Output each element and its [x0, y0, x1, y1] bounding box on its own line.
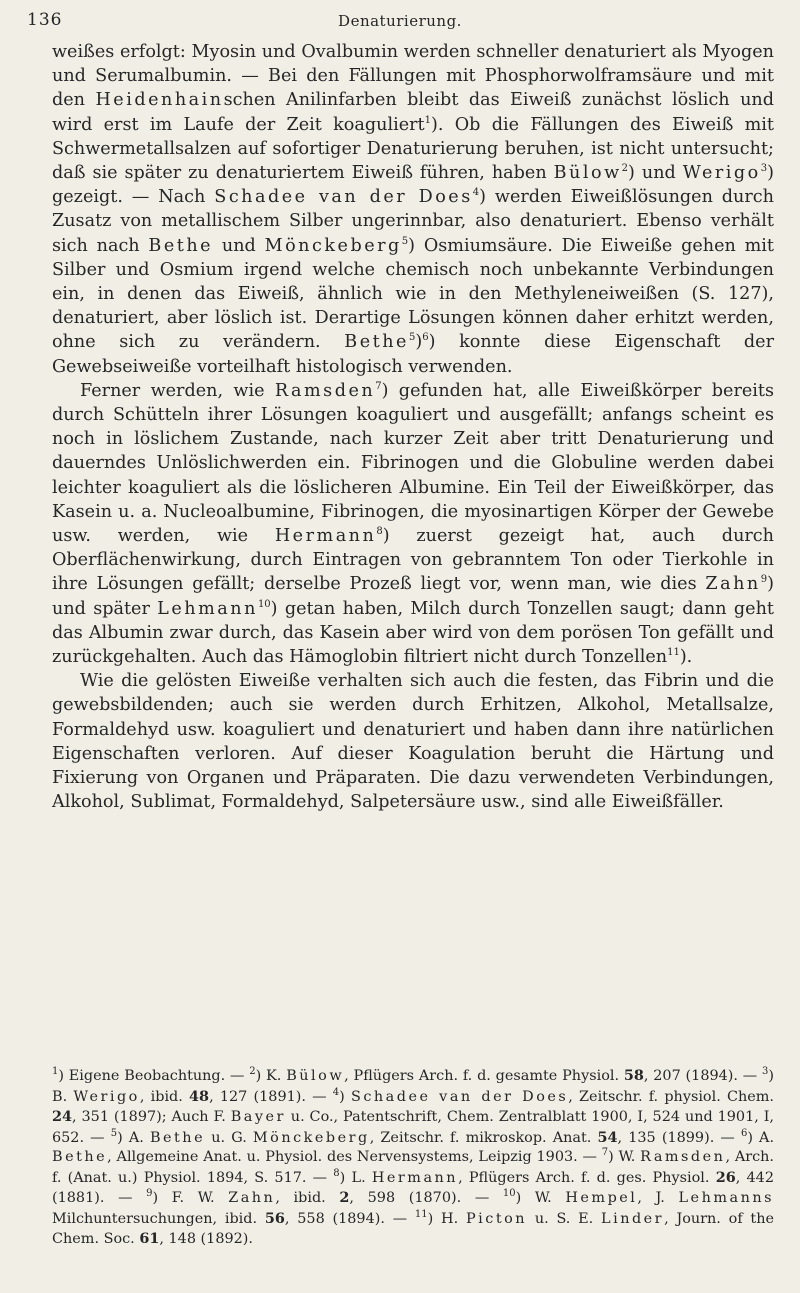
footnote-marker: 10 — [502, 1188, 516, 1200]
volume-number: 2 — [339, 1189, 350, 1206]
running-title: Denaturierung. — [338, 12, 462, 30]
author-name: Zahn — [705, 574, 761, 595]
footnote-ref: 5 — [408, 332, 416, 344]
footnote-ref: 9 — [760, 574, 768, 586]
text-run: ) konnte diese Eigenschaft der Gewebseiweiße vorteilhaft histologisch verwenden. — [52, 332, 774, 377]
text-run: ) — [415, 332, 423, 353]
footnote-marker: 9 — [146, 1188, 153, 1200]
footnote-text: , 442 (1881). — — [52, 1169, 774, 1206]
footnote-text: , Pflügers Arch. f. d. gesamte Physiol. — [344, 1068, 624, 1084]
author-name: Lehmann — [157, 598, 258, 619]
footnote-text: , Arch. f. (Anat. u.) Physiol. 1894, S. 517. — — [52, 1149, 774, 1186]
author-name: Hermann — [274, 526, 377, 547]
text-run: ). — [679, 647, 693, 668]
footnote-text: , 135 (1899). — — [617, 1129, 741, 1146]
footnote-text: ) L. — [339, 1169, 372, 1186]
footnote-marker: 7 — [601, 1147, 609, 1159]
footnote-ref: 7 — [375, 380, 382, 392]
volume-number: 58 — [623, 1067, 644, 1084]
author-name: Lehmanns — [678, 1190, 774, 1206]
body-text — [52, 40, 774, 815]
footnote-text: ) W. — [608, 1149, 641, 1165]
footnote-ref: 4 — [472, 187, 480, 199]
footnote-text: ) — [339, 1088, 351, 1105]
author-name: Werigo — [682, 163, 761, 184]
footnote-text: , 127 (1891). — — [209, 1088, 333, 1105]
footnote-text: , 207 (1894). — — [643, 1068, 763, 1084]
volume-number: 54 — [597, 1128, 618, 1146]
footnote-marker: 8 — [333, 1167, 340, 1179]
footnote-marker: 1 — [52, 1066, 59, 1078]
text-run: ) zuerst gezeigt hat, auch durch Oberflächenwirkung, durch Eintragen von gebranntem Ton oder Tierkohle in ihre Lösungen gefällt; derselbe Prozeß liegt vor, wenn man, wie dies — [52, 526, 774, 595]
footnote-text: ) Eigene Beobachtung. — — [58, 1068, 250, 1084]
author-name: Werigo — [73, 1088, 140, 1105]
footnote-text: ) A. — [747, 1129, 775, 1146]
page-header — [0, 8, 800, 38]
footnote-text: , J. — [637, 1190, 679, 1206]
author-name: Ramsden — [274, 380, 376, 401]
footnote-text: , 148 (1892). — [159, 1231, 253, 1247]
footnote-text: , Zeitschr. f. mikroskop. Anat. — [369, 1129, 598, 1146]
author-name: Schadee van der Does — [350, 1088, 569, 1105]
footnote-text: ) K. — [255, 1068, 287, 1084]
text-run: ) gefunden hat, alle Eiweißkörper bereits durch Schütteln ihrer Lösungen koaguliert und ausgefällt; anfangs scheint es noch in löslichem Zustande, nach kurzer Zeit aber tritt Denaturierung und dauerndes Unlöslichwerden ein. Fibrinogen und die Globuline werden dabei leichter koaguliert als die löslicheren Albumine. Ein Teil der Eiweißkörper, das Kasein u. a. Nucleoalbumine, Fibrinogen, die myosinartigen Körper der Gewebe usw. werden, wie — [52, 380, 774, 547]
footnote-ref: 6 — [422, 332, 429, 344]
footnote-text: , ibid. — [139, 1088, 190, 1105]
footnote-ref: 11 — [667, 647, 680, 659]
footnote-ref: 5 — [401, 235, 409, 247]
author-name: Bethe — [149, 1129, 206, 1146]
footnote-text: , ibid. — [275, 1190, 340, 1206]
text-run: ) getan haben, Milch durch Tonzellen saugt; dann geht das Albumin zwar durch, das Kasein aber wird von dem porösen Ton gefällt und zurückgehalten. Auch das Hämoglobin filtriert nicht durch Tonzellen — [52, 598, 774, 668]
footnote-text: , Pflügers Arch. f. d. ges. Physiol. — [458, 1169, 716, 1186]
volume-number: 61 — [139, 1230, 160, 1247]
text-run: und — [213, 235, 265, 256]
author-name: Zahn — [228, 1190, 276, 1206]
footnote-ref: 1 — [424, 114, 432, 126]
footnote-marker: 3 — [762, 1066, 769, 1078]
text-run: ) gezeigt. — Nach — [52, 163, 774, 208]
author-name: Hempel — [565, 1190, 638, 1206]
author-name: Schadee van der Does — [214, 187, 473, 208]
paragraph-1 — [52, 40, 774, 379]
footnotes — [52, 1066, 774, 1250]
footnote-text: Milchuntersuchungen, ibid. — [52, 1210, 265, 1227]
author-name: Bethe — [52, 1149, 108, 1165]
footnote-marker: 4 — [332, 1086, 340, 1098]
author-name: Bethe — [344, 332, 409, 353]
author-name: Hermann — [371, 1169, 459, 1186]
footnote-marker: 5 — [110, 1127, 118, 1139]
author-name: Bülow — [286, 1068, 345, 1084]
text-run: Ferner werden, wie — [80, 380, 275, 401]
footnote-ref: 2 — [621, 163, 629, 175]
text-run: ) und später — [52, 574, 774, 619]
footnote-ref: 8 — [376, 526, 383, 538]
author-name: Bayer — [230, 1109, 286, 1125]
footnote-text: ) F. W. — [152, 1190, 229, 1206]
footnote-text: u. S. E. — [527, 1210, 602, 1227]
text-run: ). Ob die Fällungen des Eiweiß mit Schwermetallsalzen auf sofortiger Denaturierung beruhen, ist nicht untersucht; daß sie später zu denaturiertem Eiweiß führen, haben — [52, 114, 774, 184]
footnote-text: , 558 (1894). — — [284, 1210, 415, 1227]
footnote-marker: 11 — [414, 1208, 428, 1220]
author-name: Bethe — [148, 235, 214, 256]
author-name: Linder — [601, 1210, 665, 1227]
volume-number: 24 — [52, 1108, 73, 1125]
text-run: weißes erfolgt: Myosin und Ovalbumin werden schneller denaturiert als Myogen und Serumalbumin. — Bei den Fällungen mit Phosphorwolframsäure und mit den — [52, 42, 774, 111]
author-name: Mönckeberg — [252, 1129, 370, 1146]
footnote-text: , Journ. of the Chem. Soc. — [52, 1210, 774, 1247]
author-name: Heidenhain — [95, 90, 224, 111]
footnote-marker: 2 — [249, 1066, 256, 1078]
footnote-text: , 351 (1897); Auch F. — [72, 1109, 231, 1125]
footnote-text: , Allgemeine Anat. u. Physiol. des Nervensystems, Leipzig 1903. — — [107, 1149, 602, 1165]
volume-number: 48 — [189, 1087, 210, 1105]
text-run: ) Osmiumsäure. Die Eiweiße gehen mit Silber und Osmium irgend welche chemisch noch unbekannte Verbindungen ein, in denen das Eiweiß, ähnlich wie in den Methyleneiweißen (S. 127), denaturiert, aber löslich ist. Derartige Lösungen können daher erhitzt werden, ohne sich zu verändern. — [52, 235, 775, 353]
text-run: ) werden Eiweißlösungen durch Zusatz von metallischem Silber ungerinnbar, also denaturiert. Ebenso verhält sich nach — [52, 187, 774, 256]
text-run: schen Anilinfarben bleibt das Eiweiß zunächst löslich und wird erst im Laufe der Zeit koaguliert — [52, 90, 774, 135]
author-name: Mönckeberg — [264, 235, 402, 256]
footnote-text: ) B. — [52, 1068, 775, 1105]
footnote-block — [52, 1066, 774, 1250]
page-number: 136 — [27, 10, 63, 30]
footnote-ref: 10 — [257, 598, 271, 610]
author-name: Ramsden — [640, 1149, 726, 1165]
volume-number: 26 — [715, 1168, 736, 1186]
footnote-text: ) A. — [117, 1129, 150, 1146]
footnote-text: , Zeitschr. f. physiol. Chem. — [568, 1088, 774, 1105]
footnote-text: , 598 (1870). — — [349, 1190, 503, 1206]
footnote-marker: 6 — [740, 1127, 748, 1139]
footnote-text: ) H. — [427, 1210, 466, 1227]
volume-number: 56 — [264, 1209, 285, 1227]
footnote-text: u. G. — [205, 1129, 253, 1146]
footnote-ref: 3 — [760, 163, 768, 175]
footnote-text: u. Co., Patentschrift, Chem. Zentralblatt 1900, I, 524 und 1901, I, 652. — — [52, 1109, 774, 1146]
footnote-text: ) W. — [515, 1190, 566, 1206]
text-run: ) und — [628, 163, 683, 184]
author-name: Bülow — [553, 163, 622, 184]
author-name: Picton — [465, 1210, 528, 1227]
paragraph-2 — [52, 379, 774, 669]
paragraph-3: Wie die gelösten Eiweiße verhalten sich auch die festen, das Fibrin und die gewebsbildenden; auch sie werden durch Erhitzen, Alkohol, Metallsalze, Formaldehyd usw. koaguliert und denaturiert und haben dann ihre natürlichen Eigenschaften verloren. Auf dieser Koagulation beruht die Härtung und Fixierung von Organen und Präparaten. Die dazu verwendeten Verbindungen, Alkohol, Sublimat, Formaldehyd, Salpetersäure usw., sind alle Eiweißfäller. — [52, 671, 774, 813]
